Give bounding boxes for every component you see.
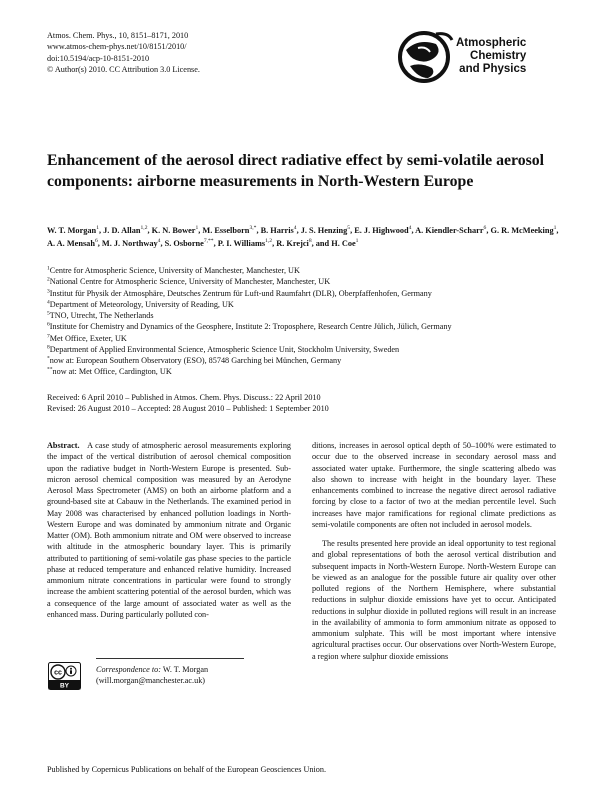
url-line[interactable]: www.atmos-chem-phys.net/10/8151/2010/ xyxy=(47,42,187,52)
svg-text:BY: BY xyxy=(59,682,70,690)
author-affiliation-mark: 1 xyxy=(195,225,199,232)
author-name: M. J. Northway xyxy=(101,238,158,248)
author-affiliation-mark: 7,** xyxy=(203,237,214,244)
author-affiliation-mark: 4 xyxy=(408,225,412,232)
affiliation-item xyxy=(47,333,562,344)
author-name: J. D. Allan xyxy=(103,226,141,235)
author-name: A. Kiendler-Scharr xyxy=(415,226,484,235)
doi-line[interactable]: doi:10.5194/acp-10-8151-2010 xyxy=(47,53,150,63)
correspondence-block xyxy=(96,664,208,687)
received-line: Received: 6 April 2010 – Published in Atmos. Chem. Phys. Discuss.: 22 April 2010 xyxy=(47,393,321,402)
abstract-continued: ditions, increases in aerosol optical depth of 50–100% were estimated to occur due to the observed increase in secondary aerosol mass and associated water uptake. Furthermore, the single scattering albedo was also shown to increase with height in the boundary layer. These enhancements combined to increase the negative direct aerosol radiative forcing by close to a factor of two at the median percentile level. Such increases have major ramifications for regional climate predictions as semi-volatile components are often not included in aerosol models. xyxy=(312,441,556,529)
affiliation-text: TNO, Utrecht, The Netherlands xyxy=(49,311,154,320)
author-affiliation-mark: 1 xyxy=(96,225,99,232)
author-affiliation-mark: 1 xyxy=(553,225,557,232)
footnote-rule xyxy=(96,658,244,659)
affiliation-mark: 4 xyxy=(47,299,50,306)
affiliation-text: Department of Applied Environmental Science, Atmospheric Science Unit, Stockholm University, Sweden xyxy=(49,344,400,354)
author-affiliation-mark: 4 xyxy=(293,225,297,232)
affiliation-text: now at: Met Office, Cardington, UK xyxy=(52,367,172,377)
abstract-text: A case study of atmospheric aerosol measurements exploring the impact of the vertical distribution of aerosol chemical composition upon the radiative budget in North-Western Europe is presented. Sub-micron aerosol chemical composition was measured by an Aerodyne Aerosol Mass Spectrometer (AMS) on both an airborne platform and a ground-based site at Cabauw in the Netherlands. The examined period in May 2008 was characterised by enhanced pollution loadings in North-Western Europe and was dominated by ammonium nitrate and Organic Matter (OM). Both ammonium nitrate and OM were observed to increase with altitude in the atmospheric boundary layer. This is primarily attributed to partitioning of semi-volatile gas phase species to the particle phase at reduced temperature and enhanced relative humidity. Increased ammonium nitrate concentrations in particular were found to strongly increase the ambient scattering potential of the aerosol burden, which was a consequence of the large amount of associated water as well as the enhanced mass. During particularly polluted con- xyxy=(47,441,292,619)
abstract-paragraph-2: The results presented here provide an ideal opportunity to test regional and global representations of both the aerosol vertical distribution and subsequent impacts in North-Western Europe. North-Western Europe can be viewed as an analogue for the possible future air quality over other polluted regions of the Northern Hemisphere, where substantial reductions in sulphur dioxide emissions have yet to occur. Anticipated reductions in sulphur dioxide in polluted regions will result in an increase in the availability of ammonia to form ammonium nitrate as opposed to ammonium sulphate. This will be most important where intensive agricultural practises occur. Our observations over North-Western Europe, a region where sulphur dioxide emissions xyxy=(312,539,556,661)
journal-citation-block xyxy=(47,30,200,75)
abstract-column-left xyxy=(47,440,291,620)
license-line: © Author(s) 2010. CC Attribution 3.0 License. xyxy=(47,64,200,74)
abstract-paragraph xyxy=(47,440,291,620)
affiliation-item xyxy=(47,344,562,355)
paper-title: Enhancement of the aerosol direct radiative effect by semi-volatile aerosol components: airborne measurements in North-Western Europe xyxy=(47,152,545,190)
author-name: M. Esselborn xyxy=(202,226,250,235)
affiliation-list xyxy=(47,265,562,378)
affiliation-text: Met Office, Exeter, UK xyxy=(49,333,127,343)
author-name: H. Coe xyxy=(331,238,356,248)
abstract-label: Abstract. xyxy=(47,441,80,450)
affiliation-text: Department of Meteorology, University of Reading, UK xyxy=(49,299,234,309)
author-affiliation-mark: 6 xyxy=(483,225,487,232)
author-affiliation-mark: 8 xyxy=(308,237,312,244)
citation-line: Atmos. Chem. Phys., 10, 8151–8171, 2010 xyxy=(47,31,189,40)
logo-line: and Physics xyxy=(459,63,527,75)
correspondence-name: W. T. Morgan xyxy=(162,665,209,674)
author-affiliation-mark: 4 xyxy=(157,237,161,244)
affiliation-mark: * xyxy=(47,355,50,362)
author-name: S. Osborne xyxy=(164,238,204,248)
logo-line: Chemistry xyxy=(470,50,527,62)
affiliation-item xyxy=(47,355,562,366)
affiliation-text: Institute for Chemistry and Dynamics of the Geosphere, Institute 2: Troposphere, Research Centre Jülich, Jülich, Germany xyxy=(49,322,452,332)
affiliation-item xyxy=(47,265,562,276)
affiliation-mark: 8 xyxy=(47,344,50,351)
author-list: W. T. Morgan$^1$, J. D. Allan$^{1,2}$, K. N. Bower$^1$, M. Esselborn$^{3,*}$, B. Harris$^4$, J. S. Henzing$^5$, E. J. Highwood$^4$, A. Kiendler-Scharr$^6$, G. R. McMeeking$^1$, A. A. Mensah$^6$, M. J. Northway$^4$, S. Osborne$^{7,**}$, P. I. Williams$^{1,2}$, R. Krejci$^8$, and H. Coe$^1$ xyxy=(47,225,559,248)
author-affiliation-mark: 1 xyxy=(355,237,359,244)
affiliation-text: now at: European Southern Observatory (ESO), 85748 Garching bei München, Germany xyxy=(49,356,342,365)
affiliation-text: National Centre for Atmospheric Science, University of Manchester, Manchester, UK xyxy=(49,277,331,287)
correspondence-email[interactable]: (will.morgan@manchester.ac.uk) xyxy=(96,676,206,686)
journal-name xyxy=(456,37,526,76)
author-name: B. Harris xyxy=(260,226,294,235)
affiliation-text: Centre for Atmospheric Science, University of Manchester, Manchester, UK xyxy=(49,266,300,275)
affiliation-mark: 5 xyxy=(47,310,50,317)
abstract-column-right xyxy=(312,440,556,662)
author-name: K. N. Bower xyxy=(151,226,196,235)
author-affiliation-mark: 5 xyxy=(347,225,351,232)
globe-logo-icon xyxy=(396,28,456,86)
author-name: G. R. McMeeking xyxy=(490,226,554,235)
affiliation-item xyxy=(47,366,562,377)
affiliation-text: Institut für Physik der Atmosphäre, Deutsches Zentrum für Luft-und Raumfahrt (DLR), Oberpfaffenhofen, Germany xyxy=(49,288,432,298)
affiliation-item xyxy=(47,276,562,287)
author-name: J. S. Henzing xyxy=(300,226,348,235)
affiliation-mark: 2 xyxy=(47,276,50,283)
author-name: A. A. Mensah xyxy=(47,238,95,248)
affiliation-mark: 6 xyxy=(47,321,50,328)
author-affiliation-mark: 1,2 xyxy=(140,225,148,232)
author-name: R. Krejci xyxy=(276,238,309,248)
affiliation-item xyxy=(47,310,562,321)
journal-logo xyxy=(396,28,556,86)
author-affiliation-mark: 6 xyxy=(94,237,98,244)
affiliation-mark: 3 xyxy=(47,287,50,294)
affiliation-item xyxy=(47,321,562,332)
affiliation-mark: 7 xyxy=(47,332,50,339)
author-name: W. T. Morgan xyxy=(47,226,97,235)
correspondence-label: Correspondence to: xyxy=(96,665,161,674)
affiliation-item xyxy=(47,288,562,299)
affiliation-item xyxy=(47,299,562,310)
cc-by-license-icon xyxy=(48,662,81,690)
author-affiliation-mark: 3,* xyxy=(249,225,257,232)
revised-line: Revised: 26 August 2010 – Accepted: 28 August 2010 – Published: 1 September 2010 xyxy=(47,404,329,414)
affiliation-mark: 1 xyxy=(47,265,50,272)
svg-text:cc: cc xyxy=(54,669,62,677)
author-name: E. J. Highwood xyxy=(354,226,409,235)
author-name: P. I. Williams xyxy=(217,238,266,248)
publisher-footer: Published by Copernicus Publications on behalf of the European Geosciences Union. xyxy=(47,765,326,774)
affiliation-mark: ** xyxy=(47,366,53,373)
logo-line: Atmospheric xyxy=(456,37,527,49)
author-affiliation-mark: 1,2 xyxy=(265,237,273,244)
publication-dates xyxy=(47,392,329,415)
